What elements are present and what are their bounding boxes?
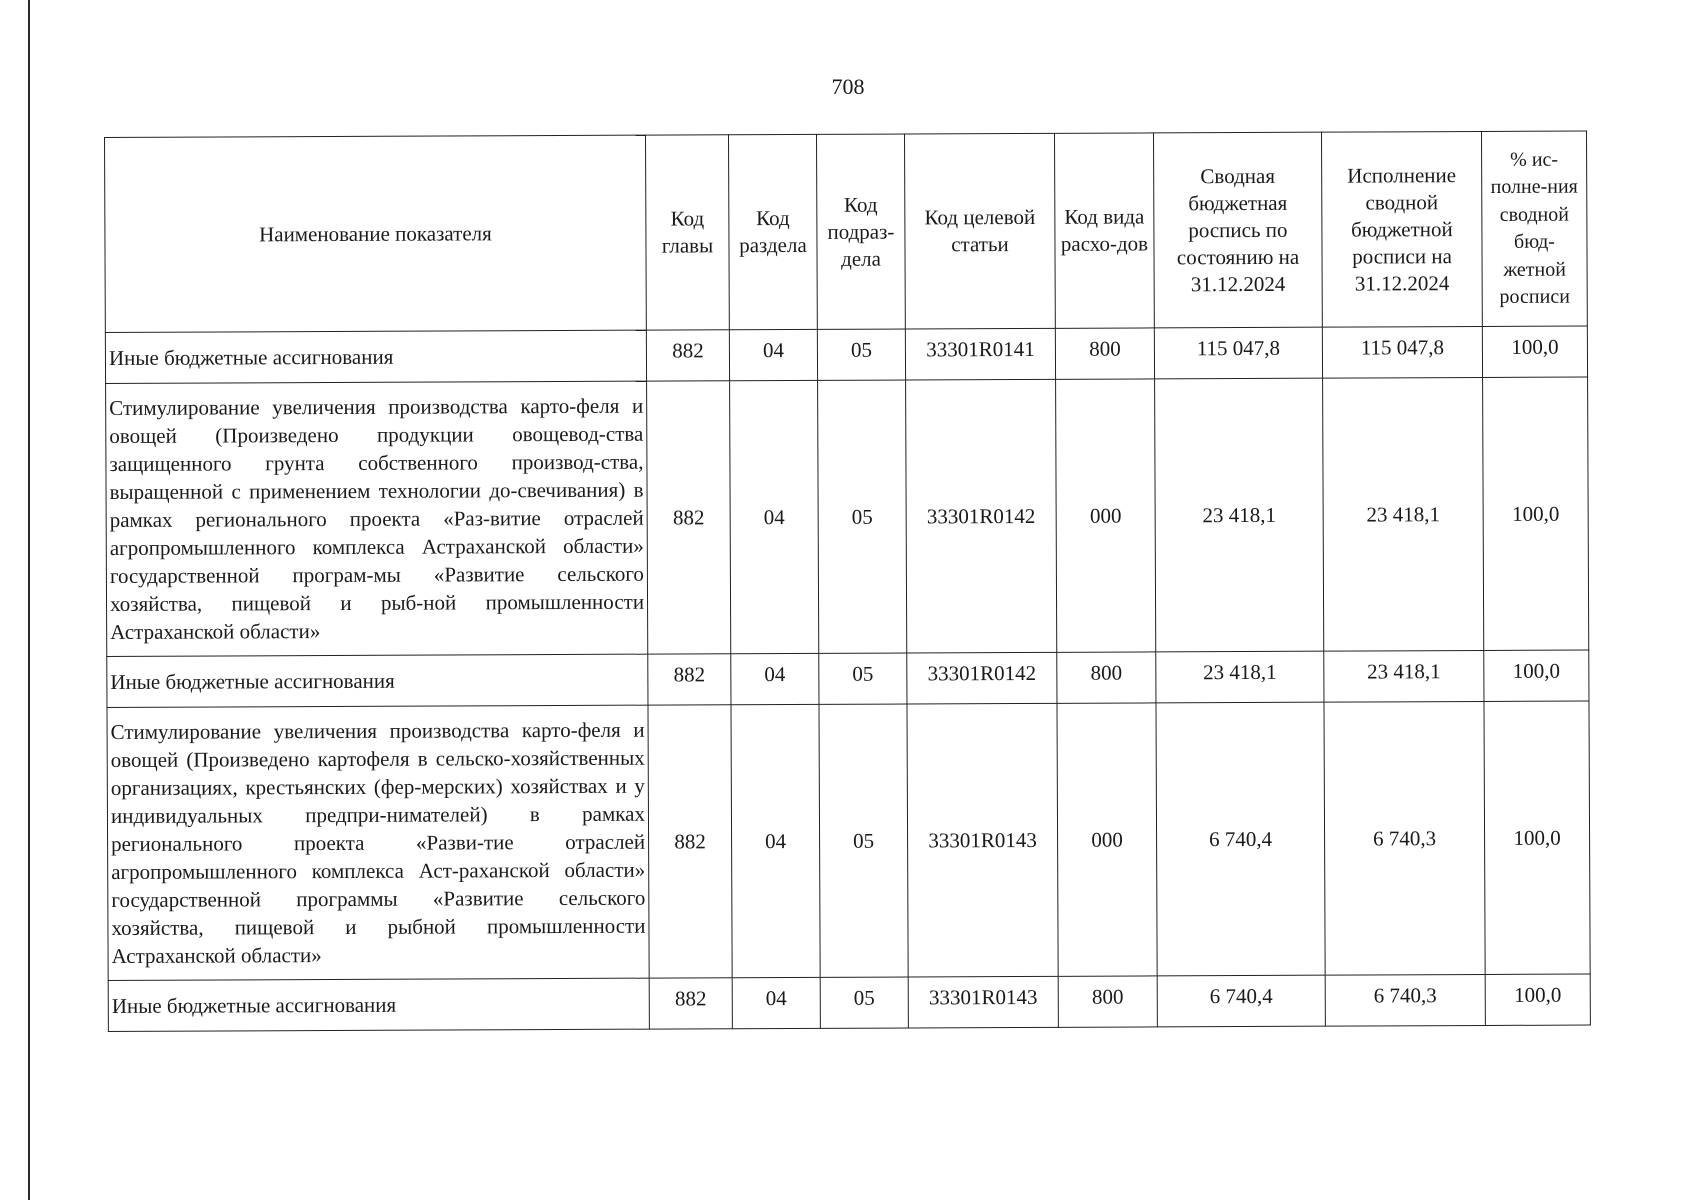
table-header: [105, 131, 1588, 332]
row-percent: 100,0: [1484, 701, 1590, 974]
row-chapter: 882: [647, 381, 731, 654]
row-expense-type: 000: [1056, 379, 1156, 652]
row-section: 04: [730, 380, 819, 653]
row-section: 04: [731, 704, 820, 977]
row-plan: 115 047,8: [1154, 327, 1322, 379]
row-name: Стимулирование увеличения производства карто-феля и овощей (Произведено продукции овощевод-ства защищенного грунта собственного производ-ства, выращенной с применением технологии до-свечивания) в рамках регионального проекта «Раз-витие отраслей агропромышленного комплекса Астраханской области» государственной програм-мы «Развитие сельского хозяйства, пищевой и рыб-ной промышленности Астраханской области»: [106, 381, 648, 656]
row-plan: 6 740,4: [1157, 975, 1325, 1027]
row-execution: 23 418,1: [1324, 650, 1484, 702]
header-subsection-code: Код подраз-дела: [816, 134, 905, 329]
header-section-code: Код раздела: [728, 134, 817, 329]
row-execution: 23 418,1: [1323, 377, 1484, 651]
row-target: 33301R0142: [906, 379, 1057, 653]
row-chapter: 882: [649, 978, 732, 1029]
row-expense-type: 800: [1057, 652, 1156, 703]
row-target: 33301R0143: [908, 976, 1058, 1028]
row-name: Иные бюджетные ассигнования: [105, 330, 646, 383]
table-row: [106, 377, 1589, 656]
row-percent: 100,0: [1482, 326, 1587, 377]
row-execution: 6 740,3: [1325, 974, 1485, 1026]
table-row: [107, 701, 1590, 980]
row-expense-type: 800: [1058, 976, 1157, 1027]
header-budget-plan: Сводная бюджетная роспись по состоянию на 31.12.2024: [1153, 132, 1322, 328]
row-name: Иные бюджетные ассигнования: [107, 654, 648, 707]
header-expense-type-code: Код вида расхо-дов: [1054, 133, 1154, 328]
row-section: 04: [729, 329, 817, 380]
row-chapter: 882: [648, 705, 732, 978]
row-subsection: 05: [819, 653, 907, 704]
row-subsection: 05: [818, 380, 907, 653]
row-percent: 100,0: [1484, 650, 1589, 701]
table-body: [105, 326, 1590, 1031]
row-plan: 23 418,1: [1155, 378, 1324, 652]
row-subsection: 05: [817, 329, 905, 380]
row-name: Стимулирование увеличения производства карто-феля и овощей (Произведено картофеля в сельско-хозяйственных организациях, крестьянских (фер-мерских) хозяйствах и у индивидуальных предпри-нимателей) в рамках регионального проекта «Разви-тие отраслей агропромышленного комплекса Аст-раханской области» государственной программы «Развитие сельского хозяйства, пищевой и рыбной промышленности Астраханской области»: [107, 705, 649, 980]
header-name: Наименование показателя: [105, 135, 647, 332]
header-execution: Исполнение сводной бюджетной росписи на 31.12.2024: [1321, 131, 1482, 327]
row-name: Иные бюджетные ассигнования: [108, 978, 649, 1031]
row-subsection: 05: [819, 704, 908, 977]
header-percent: % ис-полне-ния сводной бюд-жетной росписи: [1481, 131, 1587, 326]
page-number: 708: [831, 74, 865, 99]
row-percent: 100,0: [1485, 974, 1590, 1025]
row-execution: 6 740,3: [1324, 701, 1485, 975]
row-plan: 6 740,4: [1156, 702, 1325, 976]
row-percent: 100,0: [1483, 377, 1589, 650]
row-chapter: 882: [646, 330, 729, 381]
row-expense-type: 000: [1057, 703, 1157, 976]
table-row: [107, 650, 1589, 707]
row-section: 04: [732, 977, 820, 1028]
row-target: 33301R0143: [907, 703, 1058, 977]
row-target: 33301R0141: [905, 328, 1055, 380]
row-subsection: 05: [820, 977, 908, 1028]
header-chapter-code: Код главы: [645, 135, 729, 330]
row-section: 04: [731, 653, 819, 704]
row-execution: 115 047,8: [1322, 326, 1482, 378]
budget-execution-table: [104, 131, 1591, 1032]
row-plan: 23 418,1: [1156, 651, 1324, 703]
row-target: 33301R0142: [907, 652, 1057, 704]
row-expense-type: 800: [1055, 328, 1154, 379]
table-row: [105, 326, 1587, 383]
table-row: [108, 974, 1590, 1031]
row-chapter: 882: [648, 654, 731, 705]
header-row: [105, 131, 1588, 332]
header-target-code: Код целевой статьи: [904, 133, 1055, 329]
binding-margin-line: [28, 0, 30, 1200]
